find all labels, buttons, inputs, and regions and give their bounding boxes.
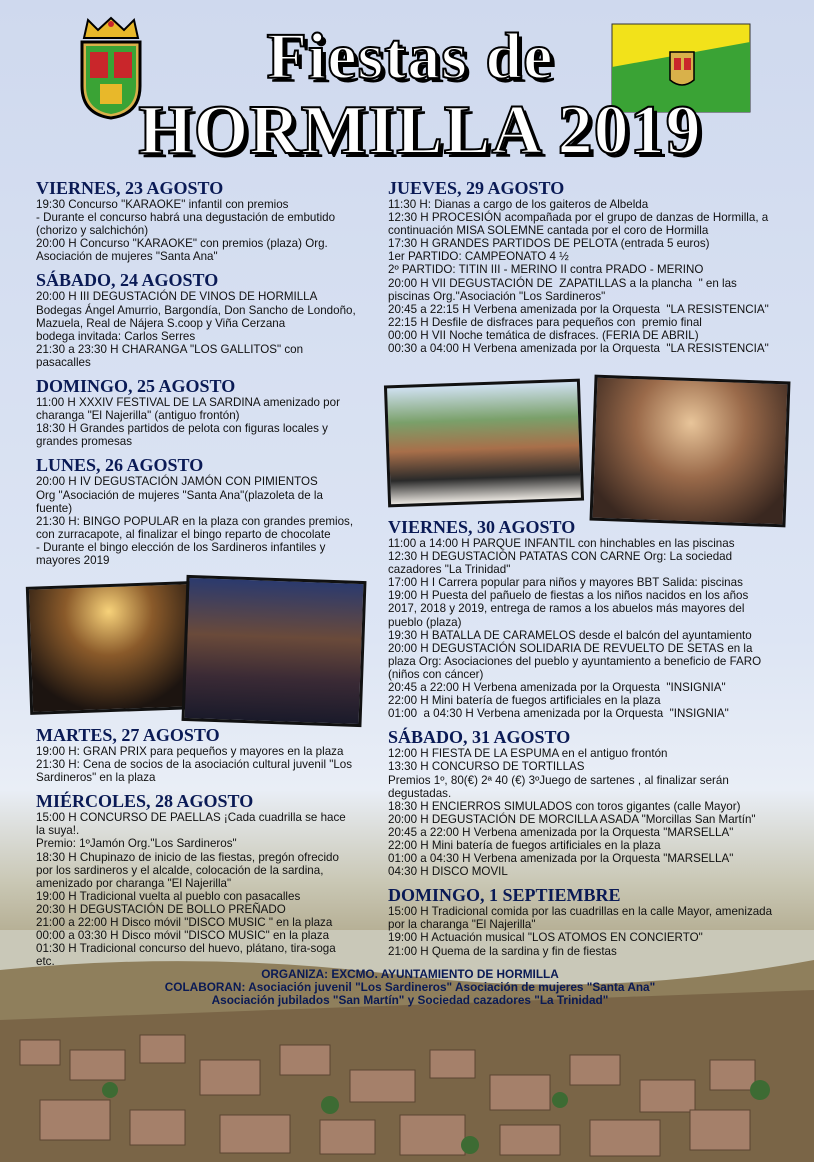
day-heading: DOMINGO, 1 SEPTIEMBRE xyxy=(388,885,621,906)
event-line: 17:30 H GRANDES PARTIDOS DE PELOTA (entrada 5 euros) xyxy=(388,237,710,251)
day-heading: JUEVES, 29 AGOSTO xyxy=(388,178,565,198)
event-line: 18:30 H Grandes partidos de pelota con figuras locales y grandes promesas xyxy=(36,422,332,449)
event-line: 20:45 a 22:00 H Verbena amenizada por la Orquesta "MARSELLA" xyxy=(388,825,734,839)
event-line: 13:30 H CONCURSO DE TORTILLAS xyxy=(388,760,585,774)
day-heading: VIERNES, 30 AGOSTO xyxy=(388,517,576,537)
day-block-martes-27 xyxy=(36,725,356,784)
photo-crowd-orchestra xyxy=(590,375,791,528)
event-line: 00:30 a 04:00 H Verbena amenizada por la Orquesta "LA RESISTENCIA" xyxy=(388,342,769,356)
event-line: 19:00 H: GRAN PRIX para pequeños y mayores en la plaza xyxy=(36,745,344,758)
event-line: 15:00 H Tradicional comida por las cuadrillas en la calle Mayor, amenizada por la charanga "El Najerilla" xyxy=(388,905,776,932)
event-line: 20:00 H VII DEGUSTACIÓN DE ZAPATILLAS a la plancha " en las piscinas Org."Asociación "Los Sardineros" xyxy=(388,276,741,303)
event-line: 20:45 a 22:15 H Verbena amenizada por la Orquesta "LA RESISTENCIA" xyxy=(388,302,769,316)
event-line: - Durante el bingo elección de los Sardineros infantiles y mayores 2019 xyxy=(36,540,329,567)
day-heading: SÁBADO, 31 AGOSTO xyxy=(388,727,571,748)
day-heading: LUNES, 26 AGOSTO xyxy=(36,455,204,476)
event-line: 1er PARTIDO: CAMPEONATO 4 ½ xyxy=(388,250,569,264)
event-line: 19:00 H Actuación musical "LOS ATOMOS EN CONCIERTO" xyxy=(388,931,703,945)
event-line: - Durante el concurso habrá una degustación de embutido (chorizo y salchichón) xyxy=(36,211,339,238)
event-line: 00:00 H VII Noche temática de disfraces. (FERIA DE ABRIL) xyxy=(388,328,699,342)
day-heading: DOMINGO, 25 AGOSTO xyxy=(36,376,236,397)
event-line: 20:45 a 22:00 H Verbena amenizada por la Orquesta "INSIGNIA" xyxy=(388,681,726,695)
event-line: 20:00 H IV DEGUSTACIÓN JAMÓN CON PIMIENTOS xyxy=(36,475,318,489)
right-schedule-column-lower xyxy=(388,510,780,958)
event-line: Org "Asociación de mujeres "Santa Ana"(plazoleta de la fuente) xyxy=(36,488,327,515)
event-line: 01:00 a 04:30 H Verbena amenizada por la Orquesta "INSIGNIA" xyxy=(388,707,729,721)
event-line: 01:00 a 04:30 H Verbena amenizada por la Orquesta "MARSELLA" xyxy=(388,852,734,866)
day-block-viernes-30 xyxy=(388,517,780,720)
day-block-sabado-31 xyxy=(388,727,780,878)
event-line: 18:30 H Chupinazo de inicio de las fiestas, pregón ofrecido por los sardineros y el alcalde, colocación de la sardina, amenizado por charanga "El Najerilla" xyxy=(36,850,343,890)
event-line: 19:00 H Puesta del pañuelo de fiestas a los niños nacidos en los años 2017, 2018 y 2019, entrega de ramos a los abuelos más mayores del pueblo (plaza) xyxy=(388,589,752,629)
page-title-line2: HORMILLA 2019 xyxy=(138,92,702,169)
event-line: 20:30 H DEGUSTACIÓN DE BOLLO PREÑADO xyxy=(36,902,286,916)
event-line: bodega invitada: Carlos Serres xyxy=(36,329,196,343)
right-schedule-column xyxy=(388,171,780,355)
event-line: 20:00 H DEGUSTACIÓN SOLIDARIA DE REVUELTO DE SETAS en la plaza Org: Asociaciones del pueblo y ayuntamiento a beneficio de FARO (niños con cáncer) xyxy=(388,641,765,681)
event-line: 22:15 H Desfile de disfraces para pequeños con premio final xyxy=(388,315,702,329)
left-schedule-column xyxy=(36,171,359,567)
event-line: 21:00 a 22:00 H Disco móvil "DISCO MUSIC " en la plaza xyxy=(36,916,333,930)
day-heading: SÁBADO, 24 AGOSTO xyxy=(36,270,219,291)
event-line: 04:30 H DISCO MOVIL xyxy=(388,865,508,879)
day-block-lunes-26 xyxy=(36,455,356,567)
event-line: 00:00 a 03:30 H Disco móvil "DISCO MUSIC" en la plaza xyxy=(36,929,330,943)
event-line: 22:00 H Mini batería de fuegos artificiales en la plaza xyxy=(388,838,661,852)
colaboran-line: COLABORAN: Asociación juvenil "Los Sardineros" Asociación de mujeres "Santa Ana" xyxy=(164,980,656,994)
event-line: 21:30 H: BINGO POPULAR en la plaza con grandes premios, con zurracapote, al finalizar el bingo reparto de chocolate xyxy=(36,514,357,541)
day-block-viernes-23 xyxy=(36,178,356,263)
day-block-sabado-24 xyxy=(36,270,359,369)
colaboran-line-2: Asociación jubilados "San Martín" y Sociedad cazadores "La Trinidad" xyxy=(211,993,609,1007)
event-line: 20:00 H Concurso "KARAOKE" con premios (plaza) Org. Asociación de mujeres "Santa Ana" xyxy=(36,237,331,264)
event-line: 12:00 H FIESTA DE LA ESPUMA en el antiguo frontón xyxy=(388,747,668,761)
event-line: 20:00 H DEGUSTACIÓN DE MORCILLA ASADA "Morcillas San Martín" xyxy=(388,812,756,826)
event-line: 11:00 H XXXIV FESTIVAL DE LA SARDINA amenizado por charanga "El Najerilla" (antiguo frontón) xyxy=(36,396,344,423)
organizers-footer xyxy=(60,968,760,1007)
photo-crowd-night-tables xyxy=(26,581,194,715)
day-heading: MIÉRCOLES, 28 AGOSTO xyxy=(36,791,254,812)
left-schedule-column-lower xyxy=(36,718,356,968)
event-line: 19:30 H BATALLA DE CARAMELOS desde el balcón del ayuntamiento xyxy=(388,628,752,642)
event-line: 21:30 a 23:30 H CHARANGA "LOS GALLITOS" con pasacalles xyxy=(36,342,307,369)
event-line: 18:30 H ENCIERROS SIMULADOS con toros gigantes (calle Mayor) xyxy=(388,799,741,813)
event-line: 15:00 H CONCURSO DE PAELLAS ¡Cada cuadrilla se hace la suya!. xyxy=(36,811,349,838)
event-line: Premio: 1ºJamón Org."Los Sardineros" xyxy=(36,837,237,851)
photo-crowd-plaza-night xyxy=(182,575,367,727)
event-line: 20:00 H III DEGUSTACIÓN DE VINOS DE HORMILLA xyxy=(36,290,318,304)
organiza-line: ORGANIZA: EXCMO. AYUNTAMIENTO DE HORMILLA xyxy=(261,967,559,981)
day-block-domingo-1 xyxy=(388,885,780,957)
event-line: 19:00 H Tradicional vuelta al pueblo con pasacalles xyxy=(36,889,301,903)
event-line: 12:30 H PROCESIÓN acompañada por el grupo de danzas de Hormilla, a continuación MISA SOLEMNE cantada por el coro de Hormilla xyxy=(388,211,772,238)
day-heading: VIERNES, 23 AGOSTO xyxy=(36,178,224,198)
event-line: Bodegas Ángel Amurrio, Bargondía, Don Sancho de Londoño, Mazuela, Real de Nájera S.coop y Viña Cerzana xyxy=(36,303,359,330)
day-block-jueves-29 xyxy=(388,178,780,355)
event-line: 11:30 H: Dianas a cargo de los gaiteros de Albelda xyxy=(388,198,649,211)
page-title-line1: Fiestas de xyxy=(266,20,554,93)
day-block-miercoles-28 xyxy=(36,791,356,968)
event-line: 11:00 a 14:00 H PARQUE INFANTIL con hinchables en las piscinas xyxy=(388,537,735,550)
event-line: 21:30 H: Cena de socios de la asociación cultural juvenil "Los Sardineros" en la plaza xyxy=(36,758,356,785)
day-block-domingo-25 xyxy=(36,376,356,448)
event-line: 19:30 Concurso "KARAOKE" infantil con premios xyxy=(36,198,289,211)
event-line: 2º PARTIDO: TITIN III - MERINO II contra PRADO - MERINO xyxy=(388,263,704,277)
event-line: 22:00 H Mini batería de fuegos artificiales en la plaza xyxy=(388,694,661,708)
event-line: 17:00 H I Carrera popular para niños y mayores BBT Salida: piscinas xyxy=(388,576,743,590)
event-line: 01:30 H Tradicional concurso del huevo, plátano, tira-soga etc. xyxy=(36,942,339,969)
day-heading: MARTES, 27 AGOSTO xyxy=(36,725,220,745)
event-line: 21:00 H Quema de la sardina y fin de fiestas xyxy=(388,944,617,958)
event-line: 12:30 H DEGUSTACIÓN PATATAS CON CARNE Org: La sociedad cazadores "La Trinidad" xyxy=(388,550,736,577)
event-line: Premios 1º, 80(€) 2ª 40 (€) 3ºJuego de sartenes , al finalizar serán degustadas. xyxy=(388,773,733,800)
photo-festival-sardina xyxy=(384,379,584,508)
